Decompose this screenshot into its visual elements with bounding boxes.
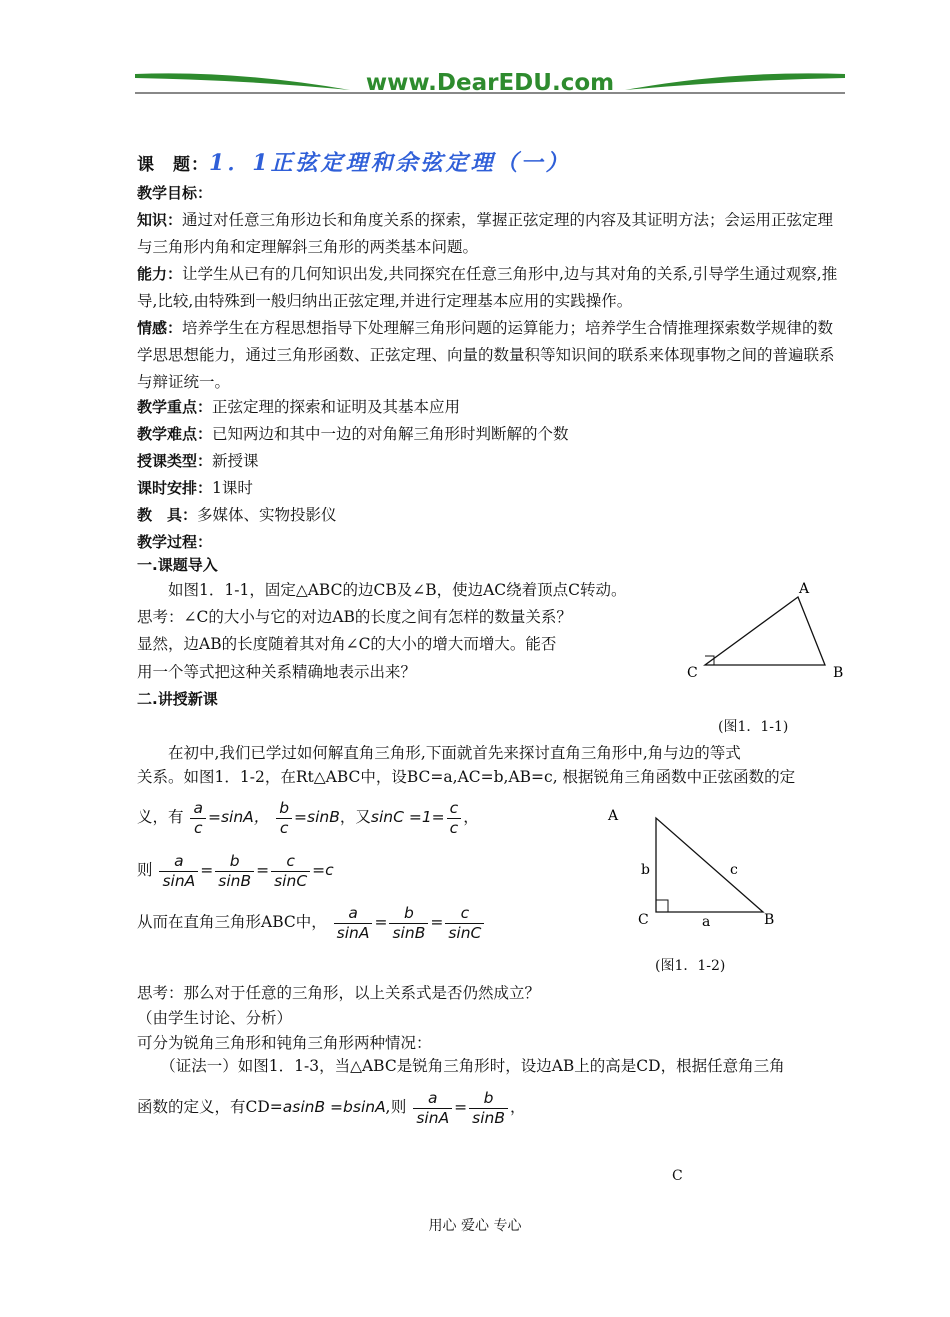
cases-line: 可分为锐角三角形和钝角三角形两种情况： [137,1034,432,1052]
frac-num: c [445,904,484,924]
frac-num: b [276,799,292,819]
definition-mid: ，又 [339,808,371,826]
objectives-heading: 教学目标： [137,184,213,202]
fig1-label-c: C [687,665,698,681]
frac-den: sinA [416,1108,450,1127]
fraction-a-over-sina [413,1089,452,1128]
header-banner [135,66,845,100]
hours-line [137,475,847,502]
emotion-label: 情感： [137,319,183,337]
figure-1-1 [680,575,850,685]
tools-label: 教 具： [137,506,198,524]
fraction-b-over-sinb [389,904,428,943]
eq-sin-a: =sinA， [207,808,270,826]
fig2-label-a: A [608,808,619,824]
fraction-a-over-c [190,799,206,838]
fig1-label-b: B [833,665,844,681]
ability-text: 让学生从已有的几何知识出发,共同探究在任意三角形中,边与其对角的关系,引导学生通过观察,推导,比较,由特殊到一般归纳出正弦定理,并进行定理基本应用的实践操作。 [137,265,838,310]
hours-text: 1课时 [212,479,253,497]
lesson-type-text: 新授课 [212,452,259,470]
frac-num: a [413,1089,452,1109]
proof2-lead: 函数的定义，有CD= [137,1098,283,1116]
tools-line [137,502,847,529]
frac-den: sinA [162,871,196,890]
knowledge-paragraph [137,207,847,261]
knowledge-label: 知识： [137,211,183,229]
fraction-a-over-sina [159,852,198,891]
section1-p4: 用一个等式把这种关系精确地表示出来？ [137,663,417,681]
equals: = [256,861,270,879]
right-triangle [656,818,763,912]
equals: = [430,913,444,931]
frac-den: sinB [218,871,252,890]
section1-p3: 显然，边AB的长度随着其对角∠C的大小的增大而增大。能否 [137,635,557,653]
eq-sin-b: =sinB [294,808,340,826]
key-point-label: 教学重点： [137,398,213,416]
fraction-b-over-sinb [215,852,254,891]
fig2-label-c: C [638,912,649,928]
discuss-line: （由学生讨论、分析） [137,1009,293,1027]
frac-num: a [159,852,198,872]
key-point-line [137,394,847,421]
difficulty-label: 教学难点： [137,425,213,443]
proof2-equation: asinB =bsinA, [282,1098,391,1116]
frac-num: b [469,1089,508,1109]
lesson-type-line [137,448,847,475]
fig1-label-a: A [799,581,810,597]
comma: ， [463,808,479,826]
knowledge-text: 通过对任意三角形边长和角度关系的探索，掌握正弦定理的内容及其证明方法；会运用正弦定理与三角形内角和定理解斜三角形的两类基本问题。 [137,211,834,256]
lesson-title: 1．1正弦定理和余弦定理（一） [209,150,571,176]
fraction-c-over-c [447,799,462,838]
comma: ， [510,1098,526,1116]
proof-line-2 [137,1087,847,1128]
frac-den: sinC [448,923,482,942]
frac-den: c [279,818,289,837]
frac-den: sinC [274,871,308,890]
fraction-c-over-sinc [271,852,310,891]
frac-num: a [334,904,373,924]
hours-label: 课时安排： [137,479,213,497]
equals: = [454,1098,468,1116]
ability-label: 能力： [137,265,183,283]
then-lead: 则 [137,861,153,879]
fraction-b-over-sinb [469,1089,508,1128]
proof-line-1: （证法一）如图1．1-3，当△ABC是锐角三角形时，设边AB上的高是CD，根据任意角三角 [137,1057,785,1075]
fraction-a-over-sina [334,904,373,943]
fig2-side-a: a [702,914,711,930]
tools-text: 多媒体、实物投影仪 [197,506,337,524]
triangle-abc-1 [705,597,825,665]
fraction-b-over-c [276,799,292,838]
page-title [137,146,571,177]
emotion-text: 培养学生在方程思想指导下处理解三角形问题的运算能力；培养学生合情推理探索数学规律的数学思思想能力，通过三角形函数、正弦定理、向量的数量积等知识间的联系来体现事物之间的普遍联系与辩证统一。 [137,319,835,391]
frac-num: c [271,852,310,872]
equals: = [374,913,388,931]
section2-p1b: 关系。如图1．1-2，在Rt△ABC中，设BC=a,AC=b,AB=c, 根据锐角三角函数中正弦函数的定 [137,768,796,786]
site-logo-text: www.DearEDU.com [365,70,615,96]
page-footer: 用心 爱心 专心 [428,1218,522,1234]
title-prefix: 课 题： [137,155,209,175]
equals-c: =c [312,861,334,879]
section1-heading: 一.课题导入 [137,556,218,574]
figure-1-2 [600,800,800,935]
frac-num: b [389,904,428,924]
frac-num: b [215,852,254,872]
emotion-paragraph [137,315,847,396]
fig2-caption: (图1．1-2) [655,958,726,974]
frac-num: a [190,799,206,819]
difficulty-text: 已知两边和其中一边的对角解三角形时判断解的个数 [212,425,569,443]
section2-p1a: 在初中,我们已学过如何解直角三角形,下面就首先来探讨直角三角形中,角与边的等式 [137,744,741,762]
fig3-label-c: C [672,1168,683,1184]
frac-den: sinA [336,923,370,942]
section1-p1: 如图1．1-1，固定△ABC的边CB及∠B，使边AC绕着顶点C转动。 [137,581,627,599]
process-heading: 教学过程： [137,533,213,551]
equals: = [200,861,214,879]
frac-den: sinB [392,923,426,942]
proof2-mid: 则 [390,1098,407,1116]
section2-heading: 二.讲授新课 [137,690,218,708]
fig2-label-b: B [764,912,775,928]
lesson-type-label: 授课类型： [137,452,213,470]
frac-den: sinB [472,1108,506,1127]
definition-lead: 义，有 [137,808,184,826]
difficulty-line [137,421,847,448]
fraction-c-over-sinc [445,904,484,943]
hence-lead: 从而在直角三角形ABC中， [137,913,327,931]
key-point-text: 正弦定理的探索和证明及其基本应用 [212,398,461,416]
sin-c-equals-1: sinC =1= [370,808,445,826]
frac-den: c [449,818,459,837]
ability-paragraph [137,261,847,315]
think-line: 思考：那么对于任意的三角形，以上关系式是否仍然成立？ [137,984,541,1002]
frac-num: c [447,799,462,819]
fig1-caption: (图1．1-1) [718,719,789,735]
fig2-side-b: b [641,862,650,878]
frac-den: c [193,818,203,837]
fig2-side-c: c [730,862,738,878]
section1-p2: 思考：∠C的大小与它的对边AB的长度之间有怎样的数量关系？ [137,608,572,626]
